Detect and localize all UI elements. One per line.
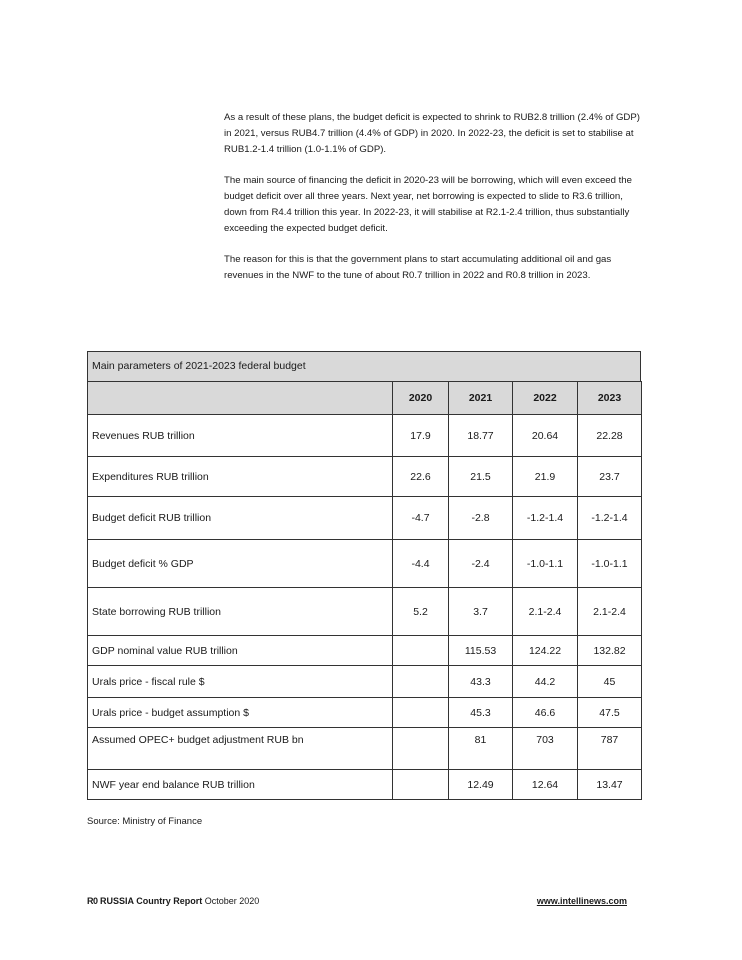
table-cell: -1.0-1.1 xyxy=(578,540,642,588)
paragraph: The main source of financing the deficit in 2020-23 will be borrowing, which will even exceed the budget deficit over all three years. Next year, net borrowing is expected to slide to R3.6 trillion, down from R4.4 trillion this year. In 2022-23, it will stabilise at R2.1-2.4 trillion, thus substantially exceeding the expected budget deficit. xyxy=(224,175,632,234)
table-source: Source: Ministry of Finance xyxy=(87,816,203,827)
paragraph: The reason for this is that the government plans to start accumulating additional oil and gas revenues in the NWF to the tune of about R0.7 trillion in 2022 and R0.8 trillion in 2023. xyxy=(224,254,612,281)
budget-table xyxy=(87,351,641,800)
table-cell: 20.64 xyxy=(513,415,578,457)
paragraph: As a result of these plans, the budget deficit is expected to shrink to RUB2.8 trillion (2.4% of GDP) in 2021, versus RUB4.7 trillion (4.4% of GDP) in 2020. In 2022-23, the deficit is set to stabilise at RUB1.2-1.4 trillion (1.0-1.1% of GDP). xyxy=(224,112,640,155)
column-header: 2021 xyxy=(449,382,513,415)
table-cell xyxy=(393,770,449,800)
table-cell xyxy=(393,666,449,698)
table-cell: 22.6 xyxy=(393,457,449,497)
body-text xyxy=(224,110,642,299)
table-cell: -2.4 xyxy=(449,540,513,588)
row-label: NWF year end balance RUB trillion xyxy=(88,770,393,800)
table-cell: 43.3 xyxy=(449,666,513,698)
table-cell: 2.1-2.4 xyxy=(578,588,642,636)
row-label: Assumed OPEC+ budget adjustment RUB bn xyxy=(88,728,393,770)
table-cell: 22.28 xyxy=(578,415,642,457)
report-title: RUSSIA Country Report xyxy=(100,896,203,906)
column-header xyxy=(88,382,393,415)
table-cell: 124.22 xyxy=(513,636,578,666)
table-cell: -1.0-1.1 xyxy=(513,540,578,588)
table-title: Main parameters of 2021-2023 federal budget xyxy=(87,351,641,381)
table-cell: -1.2-1.4 xyxy=(578,497,642,540)
table-row xyxy=(88,636,642,666)
table-row xyxy=(88,588,642,636)
table-cell: 18.77 xyxy=(449,415,513,457)
table-row xyxy=(88,457,642,497)
table-row xyxy=(88,666,642,698)
table-cell: -2.8 xyxy=(449,497,513,540)
table-cell: -1.2-1.4 xyxy=(513,497,578,540)
row-label: Urals price - budget assumption $ xyxy=(88,698,393,728)
table-cell xyxy=(393,636,449,666)
table-cell: 12.64 xyxy=(513,770,578,800)
table-row xyxy=(88,415,642,457)
table-cell: 3.7 xyxy=(449,588,513,636)
table-cell: 2.1-2.4 xyxy=(513,588,578,636)
row-label: Budget deficit % GDP xyxy=(88,540,393,588)
row-label: State borrowing RUB trillion xyxy=(88,588,393,636)
table-cell: 703 xyxy=(513,728,578,770)
table-cell: 44.2 xyxy=(513,666,578,698)
table-cell: -4.7 xyxy=(393,497,449,540)
table-cell: -4.4 xyxy=(393,540,449,588)
row-label: Expenditures RUB trillion xyxy=(88,457,393,497)
table-cell: 787 xyxy=(578,728,642,770)
table-cell: 5.2 xyxy=(393,588,449,636)
table-cell: 13.47 xyxy=(578,770,642,800)
row-label: GDP nominal value RUB trillion xyxy=(88,636,393,666)
table-cell: 21.9 xyxy=(513,457,578,497)
table-cell: 45 xyxy=(578,666,642,698)
table-cell: 45.3 xyxy=(449,698,513,728)
table-cell: 17.9 xyxy=(393,415,449,457)
table-row xyxy=(88,540,642,588)
report-date: October 2020 xyxy=(204,896,260,906)
table-cell: 132.82 xyxy=(578,636,642,666)
column-header: 2022 xyxy=(513,382,578,415)
table-cell: 46.6 xyxy=(513,698,578,728)
table-row xyxy=(88,770,642,800)
table-cell: 21.5 xyxy=(449,457,513,497)
table-row xyxy=(88,728,642,770)
table-cell: 81 xyxy=(449,728,513,770)
row-label: Urals price - fiscal rule $ xyxy=(88,666,393,698)
footer-publication xyxy=(87,896,259,906)
table-cell xyxy=(393,728,449,770)
column-header: 2020 xyxy=(393,382,449,415)
table-cell xyxy=(393,698,449,728)
header-row xyxy=(88,382,642,415)
row-label: Revenues RUB trillion xyxy=(88,415,393,457)
table-cell: 47.5 xyxy=(578,698,642,728)
table-cell: 23.7 xyxy=(578,457,642,497)
publisher-logo: R0 xyxy=(87,896,98,906)
budget-grid xyxy=(87,381,642,800)
website-link[interactable]: www.intellinews.com xyxy=(536,896,627,906)
table-row xyxy=(88,497,642,540)
table-cell: 12.49 xyxy=(449,770,513,800)
row-label: Budget deficit RUB trillion xyxy=(88,497,393,540)
table-row xyxy=(88,698,642,728)
column-header: 2023 xyxy=(578,382,642,415)
table-cell: 115.53 xyxy=(449,636,513,666)
